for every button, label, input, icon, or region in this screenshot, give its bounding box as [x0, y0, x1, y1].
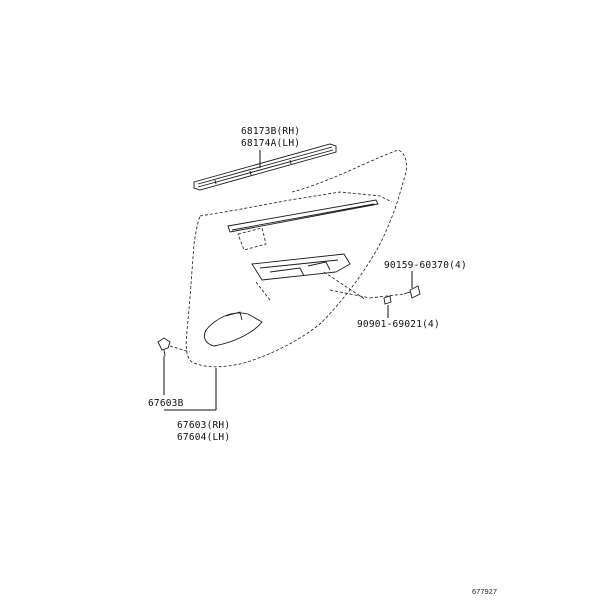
illustration-ref-number: 677927 — [472, 587, 498, 596]
label-screw: 90159-60370(4) — [384, 260, 467, 271]
main-clip-part — [158, 338, 190, 356]
door-trim-panel-part — [186, 150, 406, 367]
small-clip-part — [384, 296, 391, 304]
label-moulding-lh: 68174A(LH) — [241, 138, 301, 149]
label-clip-main: 67603B — [148, 398, 184, 409]
label-clip-small: 90901-69021(4) — [357, 319, 440, 330]
label-panel-rh: 67603(RH) — [177, 420, 231, 431]
label-panel-lh: 67604(LH) — [177, 432, 231, 443]
label-moulding-rh: 68173B(RH) — [241, 126, 301, 137]
leader-lines — [164, 150, 412, 410]
belt-moulding-part — [194, 144, 336, 190]
